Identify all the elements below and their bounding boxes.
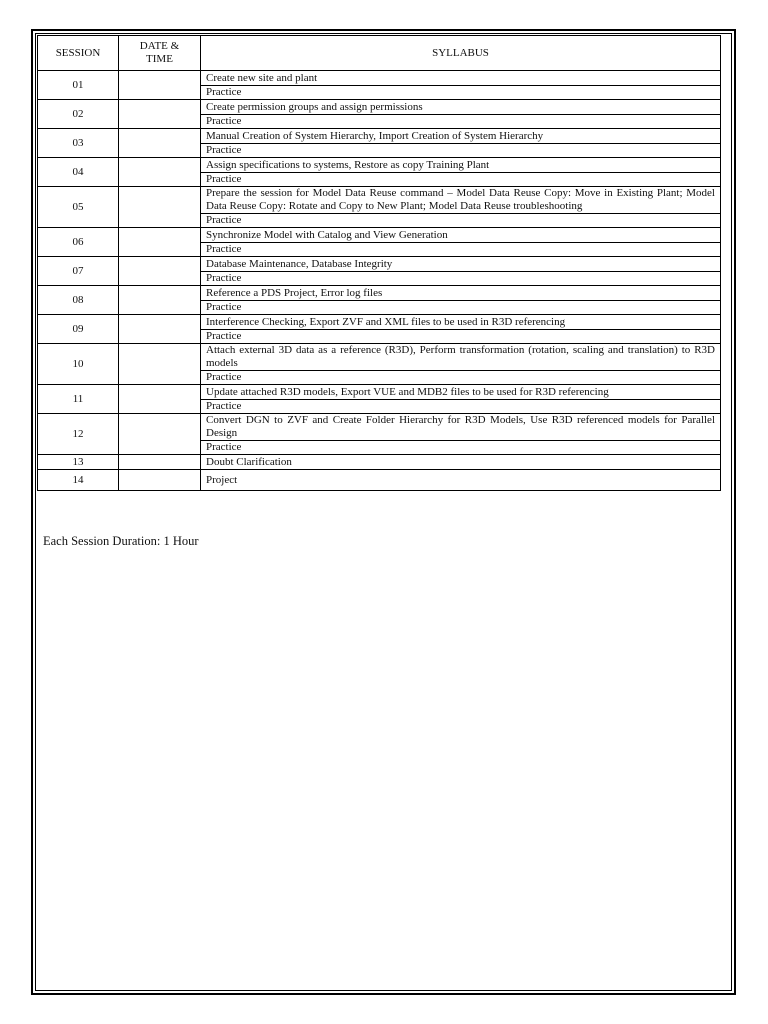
practice-label: Practice: [201, 441, 721, 455]
table-row: [38, 100, 721, 115]
session-number: 09: [38, 315, 119, 344]
session-number: 12: [38, 414, 119, 455]
date-time-cell: [119, 129, 201, 158]
table-row: [38, 344, 721, 371]
session-number: 08: [38, 286, 119, 315]
syllabus-topic: Project: [201, 470, 721, 491]
practice-label: Practice: [201, 243, 721, 257]
table-row: [38, 315, 721, 330]
session-number: 10: [38, 344, 119, 385]
practice-label: Practice: [201, 371, 721, 385]
syllabus-table: [37, 35, 721, 491]
syllabus-topic: Create new site and plant: [201, 71, 721, 86]
syllabus-topic: Convert DGN to ZVF and Create Folder Hierarchy for R3D Models, Use R3D referenced models for Parallel Design: [201, 414, 721, 441]
syllabus-topic: Attach external 3D data as a reference (R3D), Perform transformation (rotation, scaling and translation) to R3D models: [201, 344, 721, 371]
session-number: 03: [38, 129, 119, 158]
practice-label: Practice: [201, 330, 721, 344]
syllabus-topic: Interference Checking, Export ZVF and XML files to be used in R3D referencing: [201, 315, 721, 330]
table-row: [38, 71, 721, 86]
date-time-cell: [119, 100, 201, 129]
syllabus-topic: Prepare the session for Model Data Reuse command – Model Data Reuse Copy: Move in Existing Plant; Model Data Reuse Copy: Rotate and Copy to New Plant; Model Data Reuse troubleshooting: [201, 187, 721, 214]
table-row: [38, 129, 721, 144]
session-number: 11: [38, 385, 119, 414]
session-number: 07: [38, 257, 119, 286]
table-row: [38, 228, 721, 243]
header-syllabus: SYLLABUS: [201, 36, 721, 71]
date-time-cell: [119, 71, 201, 100]
practice-label: Practice: [201, 173, 721, 187]
table-row: [38, 257, 721, 272]
date-time-cell: [119, 315, 201, 344]
header-session: SESSION: [38, 36, 119, 71]
syllabus-topic: Reference a PDS Project, Error log files: [201, 286, 721, 301]
date-time-cell: [119, 470, 201, 491]
syllabus-topic: Create permission groups and assign permissions: [201, 100, 721, 115]
table-row: [38, 187, 721, 214]
session-number: 14: [38, 470, 119, 491]
table-row: [38, 470, 721, 491]
date-time-cell: [119, 158, 201, 187]
session-number: 04: [38, 158, 119, 187]
session-duration-note: Each Session Duration: 1 Hour: [43, 534, 199, 548]
session-number: 01: [38, 71, 119, 100]
date-time-cell: [119, 414, 201, 455]
syllabus-topic: Assign specifications to systems, Restore as copy Training Plant: [201, 158, 721, 173]
practice-label: Practice: [201, 115, 721, 129]
syllabus-topic: Database Maintenance, Database Integrity: [201, 257, 721, 272]
syllabus-topic: Update attached R3D models, Export VUE and MDB2 files to be used for R3D referencing: [201, 385, 721, 400]
table-row: [38, 455, 721, 470]
practice-label: Practice: [201, 86, 721, 100]
date-time-cell: [119, 228, 201, 257]
date-time-cell: [119, 385, 201, 414]
practice-label: Practice: [201, 400, 721, 414]
syllabus-topic: Synchronize Model with Catalog and View Generation: [201, 228, 721, 243]
practice-label: Practice: [201, 214, 721, 228]
practice-label: Practice: [201, 272, 721, 286]
date-time-cell: [119, 455, 201, 470]
date-time-cell: [119, 257, 201, 286]
practice-label: Practice: [201, 144, 721, 158]
session-number: 02: [38, 100, 119, 129]
table-row: [38, 158, 721, 173]
syllabus-body: [38, 71, 721, 491]
syllabus-topic: Manual Creation of System Hierarchy, Import Creation of System Hierarchy: [201, 129, 721, 144]
date-time-cell: [119, 344, 201, 385]
header-date-time: DATE & TIME: [119, 36, 201, 71]
date-time-cell: [119, 187, 201, 228]
session-number: 13: [38, 455, 119, 470]
practice-label: Practice: [201, 301, 721, 315]
session-number: 06: [38, 228, 119, 257]
header-row: [38, 36, 721, 71]
table-row: [38, 414, 721, 441]
session-number: 05: [38, 187, 119, 228]
syllabus-topic: Doubt Clarification: [201, 455, 721, 470]
table-row: [38, 385, 721, 400]
table-row: [38, 286, 721, 301]
date-time-cell: [119, 286, 201, 315]
